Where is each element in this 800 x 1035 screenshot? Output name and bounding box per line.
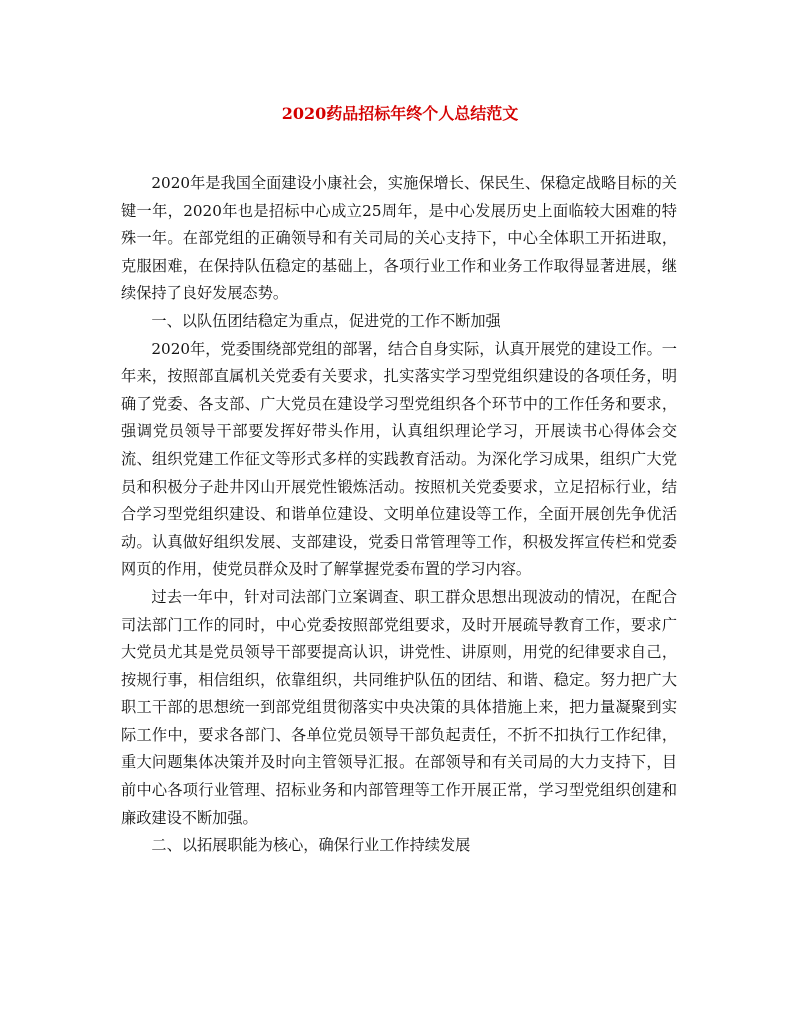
paragraph-party-building: 2020年，党委围绕部党组的部署，结合自身实际，认真开展党的建设工作。一年来，按照部直属机关党委有关要求，扎实落实学习型党组织建设的各项任务，明确了党委、各支部、广大党员在建设学习型党组织各个环节中的工作任务和要求，强调党员领导干部要发挥好带头作用，认真组织理论学习，开展读书心得体会交流、组织党建工作征文等形式多样的实践教育活动。为深化学习成果，组织广大党员和积极分子赴井冈山开展党性锻炼活动。按照机关党委要求，立足招标行业，结合学习型党组织建设、和谐单位建设、文明单位建设等工作，全面开展创先争优活动。认真做好组织发展、支部建设，党委日常管理等工作，积极发挥宣传栏和党委网页的作用，使党员群众及时了解掌握党委布置的学习内容。 xyxy=(121,339,677,579)
section-heading-2: 二、以拓展职能为核心，确保行业工作持续发展 xyxy=(151,836,471,855)
section-heading-1: 一、以队伍团结稳定为重点，促进党的工作不断加强 xyxy=(151,311,501,330)
paragraph-intro: 2020年是我国全面建设小康社会，实施保增长、保民生、保稳定战略目标的关键一年，2020年也是招标中心成立25周年，是中心发展历史上面临较大困难的特殊一年。在部党组的正确领导和有关司局的关心支持下，中心全体职工开拓进取，克服困难，在保持队伍稳定的基础上，各项行业工作和业务工作取得显著进展，继续保持了良好发展态势。 xyxy=(121,174,677,303)
document-title: 2020药品招标年终个人总结范文 xyxy=(281,104,519,123)
document-body xyxy=(121,170,677,860)
paragraph-stability: 过去一年中，针对司法部门立案调查、职工群众思想出现波动的情况，在配合司法部门工作的同时，中心党委按照部党组要求，及时开展疏导教育工作，要求广大党员尤其是党员领导干部要提高认识，讲党性、讲原则，用党的纪律要求自己，按规行事，相信组织，依靠组织，共同维护队伍的团结、和谐、稳定。努力把广大职工干部的思想统一到部党组贯彻落实中央决策的具体措施上来，把力量凝聚到实际工作中，要求各部门、各单位党员领导干部负起责任，不折不扣执行工作纪律，重大问题集体决策并及时向主管领导汇报。在部领导和有关司局的大力支持下，目前中心各项行业管理、招标业务和内部管理等工作开展正常，学习型党组织创建和廉政建设不断加强。 xyxy=(121,587,677,827)
